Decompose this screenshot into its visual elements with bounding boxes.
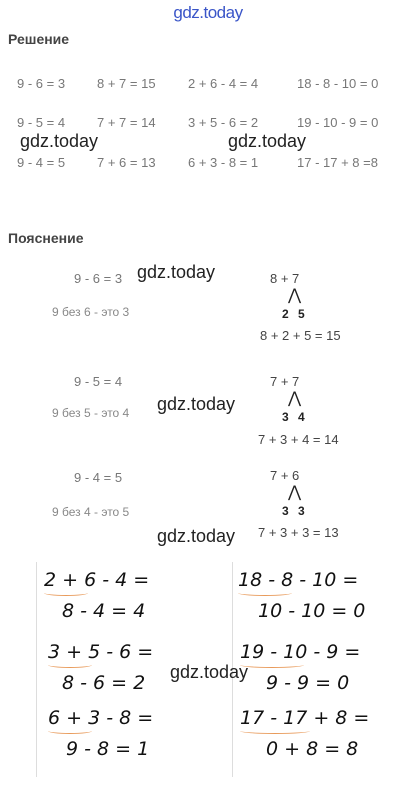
tree-branch-icon: ⋀: [288, 287, 302, 304]
tree-parts: 3 3: [282, 504, 308, 518]
tree-parts: 2 5: [282, 307, 308, 321]
solution-equation: 9 - 5 = 4: [17, 115, 66, 130]
handwritten-line: 8 - 6 = 2: [62, 672, 146, 694]
grouping-brace: [48, 662, 92, 668]
handwritten-line: 10 - 10 = 0: [258, 600, 366, 622]
grouping-brace: [238, 590, 292, 596]
watermark-text: gdz.today: [157, 526, 236, 546]
tree-top: 7 + 7: [270, 374, 300, 389]
watermark-text: gdz.today: [170, 662, 249, 682]
tree-result: 7 + 3 + 3 = 13: [258, 525, 339, 540]
explanation-equation: 9 - 5 = 4: [74, 374, 123, 389]
solution-equation: 7 + 6 = 13: [97, 155, 156, 170]
handwritten-line: 6 + 3 - 8 =: [48, 707, 154, 729]
solution-equation: 2 + 6 - 4 = 4: [188, 76, 259, 91]
explanation-note: 9 без 6 - это 3: [52, 305, 130, 319]
watermark-text: gdz.today: [20, 131, 99, 151]
explanation-note: 9 без 5 - это 4: [52, 406, 130, 420]
handwritten-line: 8 - 4 = 4: [62, 600, 146, 622]
solution-equation: 9 - 6 = 3: [17, 76, 66, 91]
explanation-equation: 9 - 4 = 5: [74, 470, 123, 485]
solution-equation: 9 - 4 = 5: [17, 155, 66, 170]
tree-parts: 3 4: [282, 410, 308, 424]
notebook-margin-line: [36, 562, 37, 777]
solution-equation: 18 - 8 - 10 = 0: [297, 76, 379, 91]
handwritten-line: 17 - 17 + 8 =: [240, 707, 370, 729]
tree-branch-icon: ⋀: [288, 390, 302, 407]
grouping-brace: [48, 728, 92, 734]
solution-equation: 3 + 5 - 6 = 2: [188, 115, 259, 130]
explanation-equation: 9 - 6 = 3: [74, 271, 123, 286]
tree-top: 8 + 7: [270, 271, 300, 286]
handwritten-line: 18 - 8 - 10 =: [238, 569, 359, 591]
grouping-brace: [44, 590, 88, 596]
watermark-text: gdz.today: [228, 131, 307, 151]
tree-result: 8 + 2 + 5 = 15: [260, 328, 341, 343]
grouping-brace: [240, 662, 304, 668]
explanation-note: 9 без 4 - это 5: [52, 505, 130, 519]
solution-equation: 19 - 10 - 9 = 0: [297, 115, 379, 130]
solution-equation: 6 + 3 - 8 = 1: [188, 155, 259, 170]
site-logo[interactable]: gdz.today: [173, 3, 243, 22]
handwritten-line: 9 - 9 = 0: [266, 672, 350, 694]
solution-equation: 7 + 7 = 14: [97, 115, 156, 130]
watermark-text: gdz.today: [157, 394, 236, 414]
handwritten-line: 2 + 6 - 4 =: [44, 569, 150, 591]
grouping-brace: [240, 728, 310, 734]
handwritten-line: 0 + 8 = 8: [266, 738, 359, 760]
solution-equation: 17 - 17 + 8 =8: [297, 155, 378, 170]
watermark-text: gdz.today: [137, 262, 216, 282]
solution-equation: 8 + 7 = 15: [97, 76, 156, 91]
tree-top: 7 + 6: [270, 468, 300, 483]
handwritten-line: 19 - 10 - 9 =: [240, 641, 361, 663]
tree-branch-icon: ⋀: [288, 484, 302, 501]
explanation-heading: Пояснение: [8, 230, 84, 246]
solution-heading: Решение: [8, 31, 70, 47]
handwritten-line: 3 + 5 - 6 =: [48, 641, 154, 663]
tree-result: 7 + 3 + 4 = 14: [258, 432, 339, 447]
handwritten-line: 9 - 8 = 1: [66, 738, 150, 760]
